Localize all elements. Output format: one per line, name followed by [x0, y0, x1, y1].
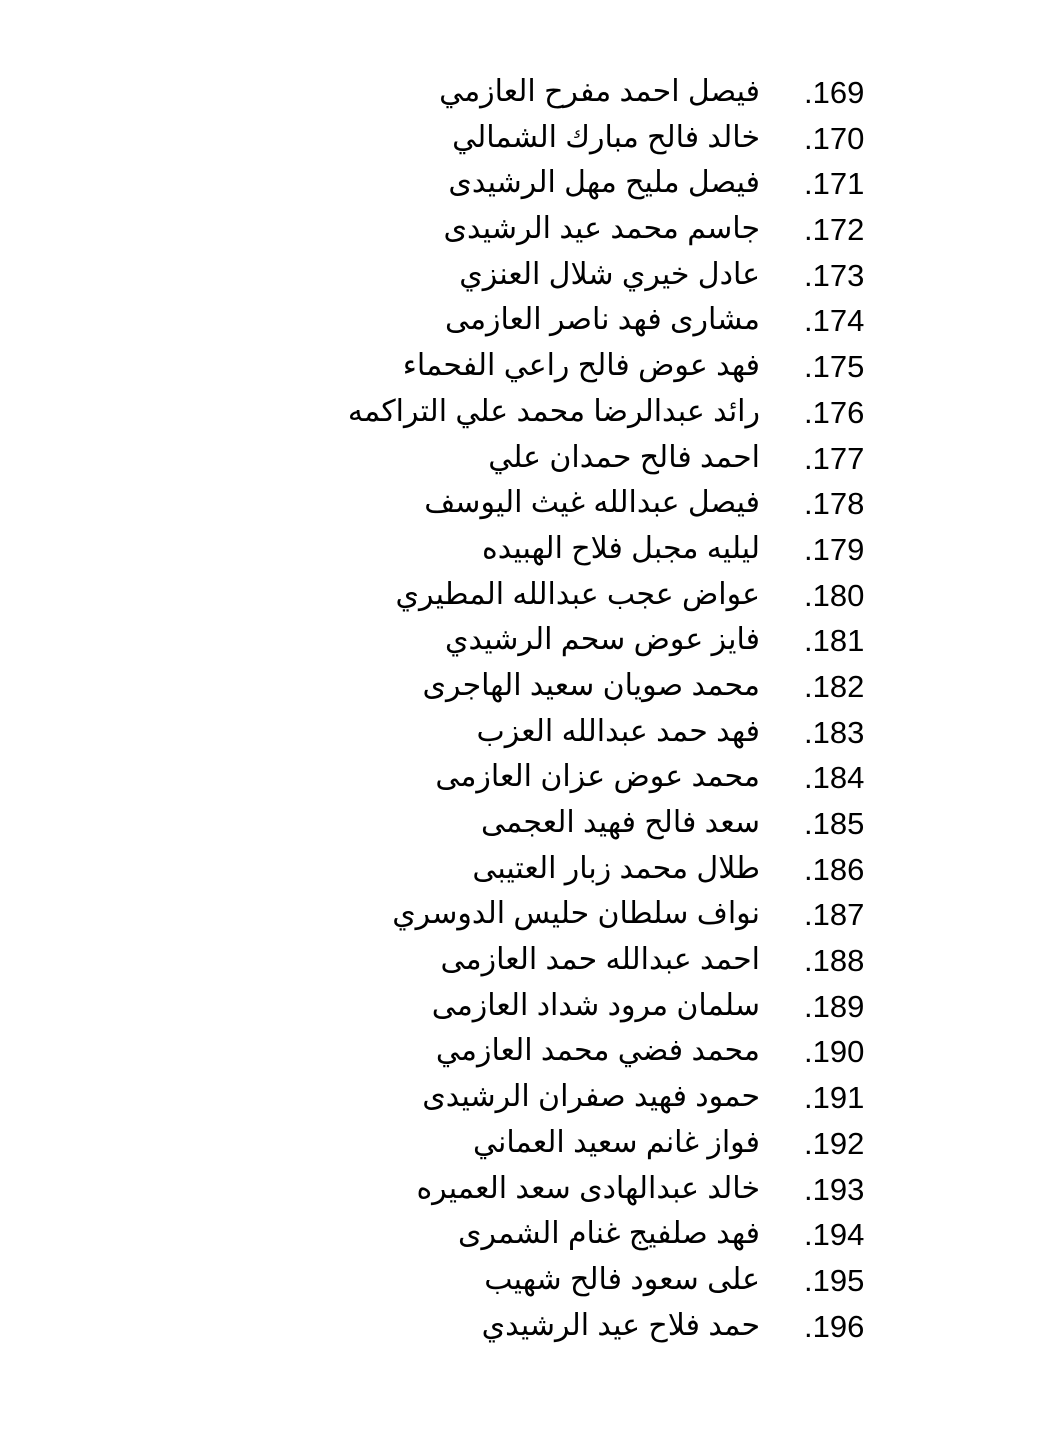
item-name: نواف سلطان حليس الدوسري — [392, 897, 760, 931]
item-name: سلمان مرود شداد العازمى — [431, 988, 760, 1022]
item-number: .169 — [804, 75, 865, 110]
item-name: خالد عبدالهادى سعد العميره — [416, 1171, 760, 1205]
list-item — [0, 573, 1039, 619]
list-item — [0, 298, 1039, 344]
item-number: .176 — [804, 394, 865, 430]
list-item — [0, 161, 1039, 207]
item-number: .186 — [804, 851, 865, 887]
item-name: حمود فهيد صفران الرشيدى — [422, 1080, 760, 1114]
list-item — [0, 344, 1039, 390]
item-name: فهد حمد عبدالله العزب — [476, 714, 760, 748]
list-item — [0, 1258, 1039, 1304]
item-number: .185 — [804, 806, 865, 841]
item-name: خالد فالح مبارك الشمالي — [452, 120, 760, 154]
item-name: عواض عجب عبدالله المطيري — [395, 577, 760, 611]
list-item — [0, 1029, 1039, 1075]
item-name: جاسم محمد عيد الرشيدى — [443, 212, 760, 246]
item-name: على سعود فالح شهيب — [484, 1262, 760, 1296]
item-number: .171 — [804, 166, 865, 202]
list-item — [0, 984, 1039, 1030]
item-name: طلال محمد زبار العتيبى — [472, 851, 760, 885]
list-item — [0, 70, 1039, 116]
list-item — [0, 481, 1039, 527]
item-name: محمد عوض عزان العازمى — [435, 760, 760, 794]
list-item — [0, 116, 1039, 162]
item-name: مشارى فهد ناصر العازمى — [444, 303, 760, 337]
item-name: فيصل مليح مهل الرشيدى — [448, 166, 760, 200]
list-item — [0, 801, 1039, 847]
list-item — [0, 755, 1039, 801]
item-name: سعد فالح فهيد العجمى — [481, 806, 760, 839]
list-item — [0, 1075, 1039, 1121]
item-number: .192 — [804, 1125, 865, 1161]
item-number: .190 — [804, 1034, 865, 1070]
list-item — [0, 253, 1039, 299]
item-name: رائد عبدالرضا محمد علي التراكمه — [347, 394, 760, 428]
list-item — [0, 892, 1039, 938]
item-number: .180 — [804, 577, 865, 613]
item-name: فيصل عبدالله غيث اليوسف — [424, 486, 760, 520]
item-number: .172 — [804, 212, 865, 248]
item-number: .183 — [804, 714, 865, 750]
item-number: .181 — [804, 623, 865, 659]
item-name: محمد فضي محمد العازمي — [435, 1034, 760, 1068]
item-number: .174 — [804, 303, 865, 339]
item-number: .184 — [804, 760, 865, 796]
item-name: فايز عوض سحم الرشيدي — [445, 623, 760, 657]
numbered-name-list — [0, 70, 1039, 1349]
list-item — [0, 1167, 1039, 1213]
item-name: احمد فالح حمدان علي — [488, 440, 760, 474]
item-number: .179 — [804, 531, 865, 567]
item-number: .170 — [804, 120, 865, 156]
item-number: .193 — [804, 1171, 865, 1207]
item-name: فهد صلفيج غنام الشمرى — [458, 1217, 760, 1251]
item-name: احمد عبدالله حمد العازمى — [440, 943, 760, 977]
item-name: ليليه مجبل فلاح الهبيده — [482, 531, 760, 565]
item-name: فيصل احمد مفرح العازمي — [439, 75, 760, 108]
item-number: .182 — [804, 668, 865, 704]
item-number: .173 — [804, 257, 865, 293]
item-number: .196 — [804, 1308, 865, 1344]
item-name: عادل خيري شلال العنزي — [459, 257, 760, 291]
item-number: .175 — [804, 349, 865, 385]
list-item — [0, 1121, 1039, 1167]
list-item — [0, 938, 1039, 984]
list-item — [0, 847, 1039, 893]
item-number: .178 — [804, 486, 865, 522]
list-item — [0, 436, 1039, 482]
item-number: .191 — [804, 1080, 865, 1116]
item-name: فواز غانم سعيد العماني — [472, 1125, 760, 1159]
list-item — [0, 1304, 1039, 1350]
list-item — [0, 710, 1039, 756]
list-item — [0, 390, 1039, 436]
item-name: محمد صويان سعيد الهاجرى — [422, 668, 760, 702]
item-number: .194 — [804, 1217, 865, 1253]
item-name: حمد فلاح عيد الرشيدي — [481, 1308, 760, 1342]
item-number: .177 — [804, 440, 865, 476]
list-item — [0, 664, 1039, 710]
item-number: .188 — [804, 943, 865, 979]
item-number: .195 — [804, 1262, 865, 1298]
list-item — [0, 527, 1039, 573]
item-number: .187 — [804, 897, 865, 933]
item-name: فهد عوض فالح راعي الفحماء — [402, 349, 760, 383]
list-item — [0, 207, 1039, 253]
list-item — [0, 1212, 1039, 1258]
list-item — [0, 618, 1039, 664]
item-number: .189 — [804, 988, 865, 1024]
